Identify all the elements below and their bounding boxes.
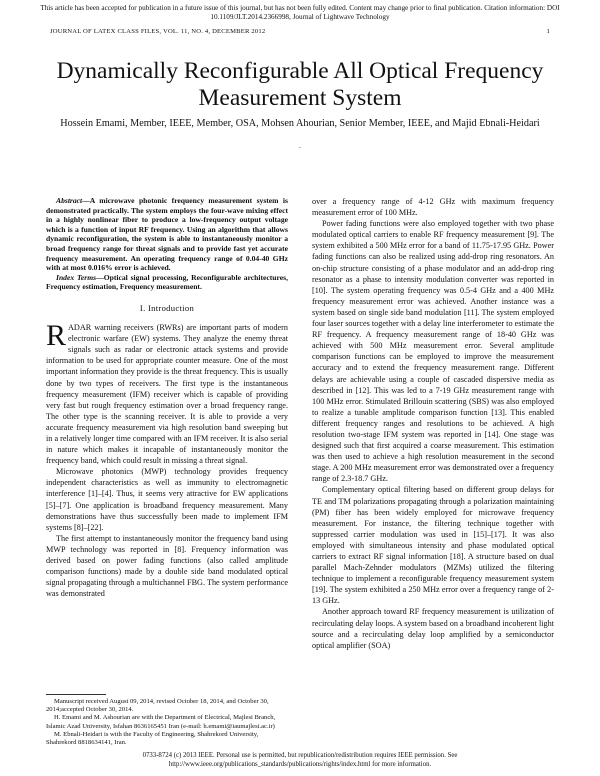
- footnote-rule: [46, 694, 106, 695]
- separator-dot: .: [299, 142, 301, 150]
- index-terms-label: Index Terms: [56, 272, 97, 282]
- copyright-line-1: 0733-8724 (c) 2013 IEEE. Personal use is permitted, but republication/redistribution requires IEEE permission. See: [142, 752, 458, 759]
- journal-running-title: JOURNAL OF LATEX CLASS FILES, VOL. 11, NO. 4, DECEMBER 2012: [50, 28, 266, 35]
- author-list: Hossein Emami, Member, IEEE, Member, OSA, Mohsen Ahourian, Senior Member, IEEE, and Majid Ebnali-Heidari: [60, 118, 540, 129]
- body-paragraph-3: Complementary optical filtering based on different group delays for TE and TM polarizations propagating through a polarization maintaining (PM) fiber has been widely employed for microwave frequency measurement. For instance, the filtering technique together with suppressed carrier modulation was used in [15]–[17]. It was also employed with simultaneous intensity and phase modulated optical carriers to extract RF signal information [18]. A structure based on dual parallel Mach-Zehnder modulators (MZMs) utilized the filtering technique to implement a reconfigurable frequency measurement system [19]. The system exhibited a 250 MHz error over a frequency range of 2-13 GHz.: [312, 485, 554, 606]
- copyright-line-2: http://www.ieee.org/publications_standards/publications/rights/index.html for more information.: [168, 760, 432, 768]
- publication-notice: This article has been accepted for publication in a future issue of this journal, but has not been fully edited. Content may change prior to final publication. Citation information: DOI 10.1109/JLT.2014.2366998, Journal of Lightwave Technology: [40, 4, 560, 21]
- body-paragraph-2: Power fading functions were also employed together with two phase modulated optical carriers to enable RF frequency measurement [9]. The system exhibited a 500 MHz error for a band of 11.75-17.95 GHz. Power fading functions can also be realized using add-drop ring resonators. An on-chip structure consisting of a phase modulator and an add-drop ring resonator as a phase to intensity modulation converter was reported in [10]. The system operating frequency was 0.5-4 GHz and a 400 MHz frequency measurement error was achieved. Another instance was a system based on single side band modulation [11]. The system employed four laser sources together with a delay line interferometer to estimate the RF frequency. A frequency measurement range of 18-40 GHz was achieved with 500 MHz measurement error. Several amplitude comparison functions can be employed to improve the measurement accuracy and to extend the frequency measurement range. Different delays are achievable using a couple of cascaded dispersive media as described in [12]. This was led to a 7-19 GHz measurement range with 100 MHz error. Stimulated Brillouin scattering (SBS) was also employed to realize a tunable amplitude comparison function [13]. This enabled different frequency ranges and resolutions to be achieved. A high resolution two-stage IFM system was reported in [14]. One stage was designed such that first acquired a coarse measurement. This estimation was then used to achieve a high resolution measurement in the second stage. A 200 MHz measurement error was demonstrated over a frequency range of 2.3-18.7 GHz.: [312, 219, 554, 484]
- left-column: [46, 196, 288, 599]
- running-head: [50, 28, 550, 35]
- intro-paragraph-1-text: ADAR warning receivers (RWRs) are important parts of modern electronic warfare (EW) systems. They analyze the enemy threat signals such as radar or electronic attack systems and provide information to be used for appropriate counter measure. One of the most important information they provide is the threat frequency. This is usually done by two types of receivers. The first type is the instantaneous frequency measurement (IFM) receiver which is capable of providing very fast but rough frequency estimation over a broad frequency range. The other type is the scanning receiver. It is able to provide a very accurate frequency measurement via high resolution band sweeping but in a relatively longer time compared with an IFM receiver. It is also serial in nature which makes it incapable of instantaneously monitor the frequency band, which could result in missing a threat signal.: [46, 323, 288, 466]
- footnotes: [46, 698, 288, 747]
- abstract: [46, 196, 288, 273]
- right-column: [312, 196, 554, 651]
- footnote-affiliation-1: H. Emami and M. Ashourian are with the Department of Electrical, Majlesi Branch, Islamic Azad University, Isfahan 8636165451 Iran (e-mail: h.emami@iaumajlesi.ac.ir): [46, 714, 276, 730]
- body-paragraph-1: over a frequency range of 4-12 GHz with maximum frequency measurement error of 100 MHz.: [312, 197, 554, 218]
- drop-cap: R: [46, 319, 67, 353]
- index-terms-text: —Optical signal processing, Reconfigurable architectures, Frequency estimation, Frequency measurement.: [46, 272, 288, 292]
- body-paragraph-4: Another approach toward RF frequency measurement is utilization of recirculating delay loops. A system based on a broadband incoherent light source and a recirculating delay loop amplified by a semiconductor optical amplifier (SOA): [312, 607, 554, 650]
- footnote-affiliation-2: M. Ebnali-Heidari is with the Faculty of Engineering, Shahrekord University, Shahrekord 8818634141, Iran.: [46, 730, 259, 747]
- intro-paragraph-3: The first attempt to instantaneously monitor the frequency band using MWP technology was reported in [8]. Frequency information was derived based on power fading functions (also called amplitude comparison functions) made by a double side band modulated optical signal propagating through a multichannel FBG. The system performance was demonstrated: [46, 533, 288, 599]
- page-number: 1: [546, 28, 550, 35]
- section-heading: I. Introduction: [139, 302, 195, 313]
- footnote-manuscript: Manuscript received August 09, 2014, revised October 18, 2014, and October 30, 2014;accepted October 30, 2014.: [46, 698, 269, 714]
- paper-title: Dynamically Reconfigurable All Optical Frequency Measurement System: [56, 58, 544, 111]
- intro-paragraph-2: Microwave photonics (MWP) technology provides frequency independent characteristics as well as immunity to electromagnetic interference [1]–[4]. Thus, it seems very attractive for EW applications [5]–[7]. One application is broadband frequency measurement. Many demonstrations have thus successfully been made to implement IFM systems [8]–[22].: [46, 467, 288, 532]
- abstract-label: Abstract: [56, 196, 83, 205]
- intro-paragraph-1: [46, 319, 288, 466]
- copyright-footer: [0, 752, 600, 769]
- index-terms: [46, 273, 288, 292]
- abstract-text: —A microwave photonic frequency measurement system is demonstrated practically. The system employs the four-wave mixing effect in a highly nonlinear fiber to produce a low-frequency output voltage which is a function of input RF frequency. Using an algorithm that allows dynamic reconfiguration, the system is able to instantaneously monitor a broad frequency range for threat signals and to provide fast yet accurate frequency measurement. An operating frequency range of 0.04-40 GHz with at most 0.016% error is achieved.: [46, 196, 288, 273]
